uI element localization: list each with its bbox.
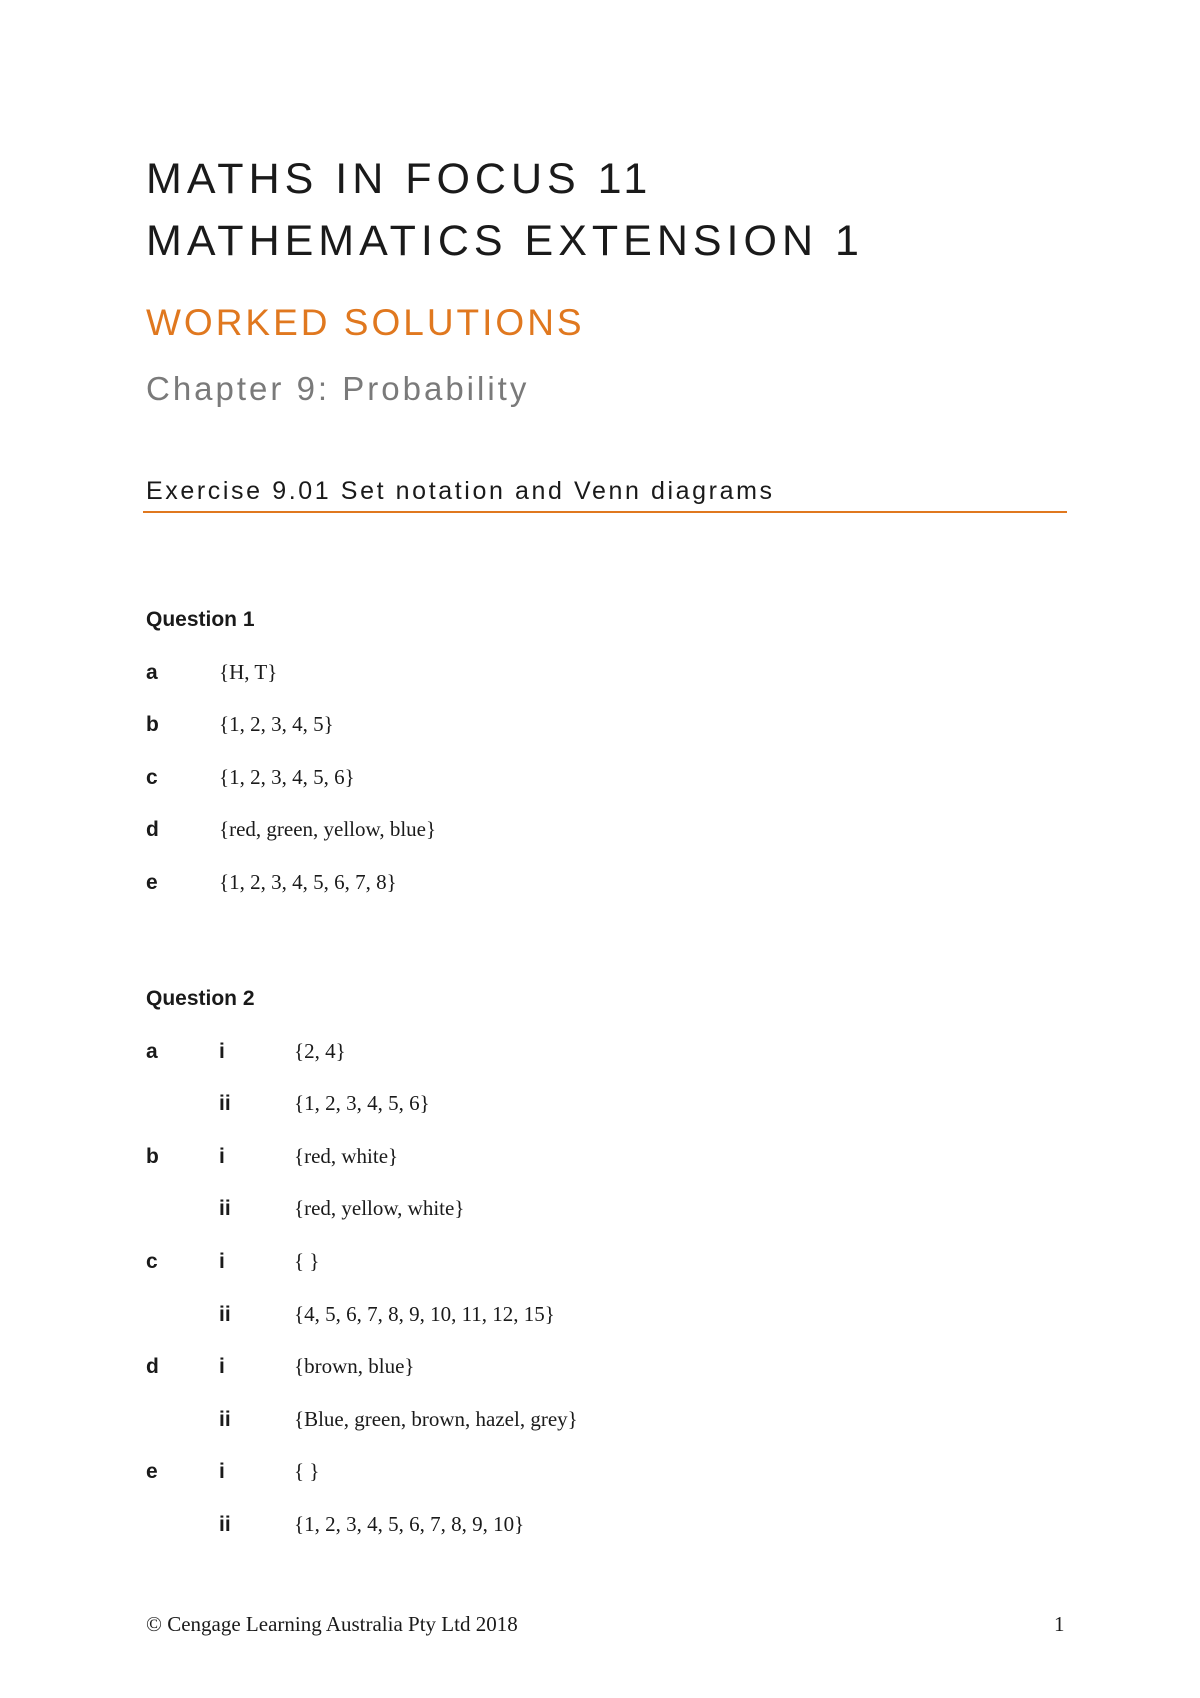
subpart-answer: {brown, blue} [294, 1354, 415, 1378]
exercise-heading: Exercise 9.01 Set notation and Venn diagrams [146, 477, 775, 505]
title-line-1: MATHS IN FOCUS 11 [146, 155, 653, 203]
subpart-label: ii [219, 1408, 231, 1431]
part-label: c [146, 1250, 158, 1273]
part-label: c [146, 766, 158, 789]
exercise-divider [143, 511, 1067, 513]
subpart-label: ii [219, 1197, 231, 1220]
subpart-label: i [219, 1145, 225, 1168]
subpart-answer: {red, white} [294, 1144, 399, 1168]
subpart-label: i [219, 1250, 225, 1273]
part-label: a [146, 661, 158, 684]
chapter-heading: Chapter 9: Probability [146, 370, 530, 407]
subpart-answer: { } [294, 1459, 320, 1483]
subpart-answer: {Blue, green, brown, hazel, grey} [294, 1407, 578, 1431]
part-label: d [146, 1355, 159, 1378]
subpart-answer: {1, 2, 3, 4, 5, 6, 7, 8, 9, 10} [294, 1512, 525, 1536]
subpart-answer: {1, 2, 3, 4, 5, 6} [294, 1091, 430, 1115]
part-answer: {1, 2, 3, 4, 5} [219, 712, 334, 736]
subpart-answer: {red, yellow, white} [294, 1196, 465, 1220]
title-line-2: MATHEMATICS EXTENSION 1 [146, 217, 864, 265]
subpart-answer: {2, 4} [294, 1039, 346, 1063]
subpart-label: i [219, 1355, 225, 1378]
subpart-label: ii [219, 1092, 231, 1115]
part-answer: {1, 2, 3, 4, 5, 6} [219, 765, 355, 789]
worked-solutions-subtitle: WORKED SOLUTIONS [146, 302, 585, 343]
part-label: a [146, 1040, 158, 1063]
part-answer: {H, T} [219, 660, 278, 684]
subpart-label: ii [219, 1303, 231, 1326]
part-answer: {1, 2, 3, 4, 5, 6, 7, 8} [219, 870, 397, 894]
part-label: e [146, 1460, 158, 1483]
part-label: b [146, 713, 159, 736]
copyright-footer: © Cengage Learning Australia Pty Ltd 2018 [146, 1612, 518, 1636]
subpart-label: i [219, 1040, 225, 1063]
question-2-heading: Question 2 [146, 987, 255, 1010]
subpart-label: ii [219, 1513, 231, 1536]
question-1-heading: Question 1 [146, 608, 255, 631]
part-answer: {red, green, yellow, blue} [219, 817, 437, 841]
part-label: e [146, 871, 158, 894]
page-number: 1 [1054, 1612, 1065, 1636]
part-label: d [146, 818, 159, 841]
part-label: b [146, 1145, 159, 1168]
subpart-label: i [219, 1460, 225, 1483]
subpart-answer: {4, 5, 6, 7, 8, 9, 10, 11, 12, 15} [294, 1302, 555, 1326]
subpart-answer: { } [294, 1249, 320, 1273]
